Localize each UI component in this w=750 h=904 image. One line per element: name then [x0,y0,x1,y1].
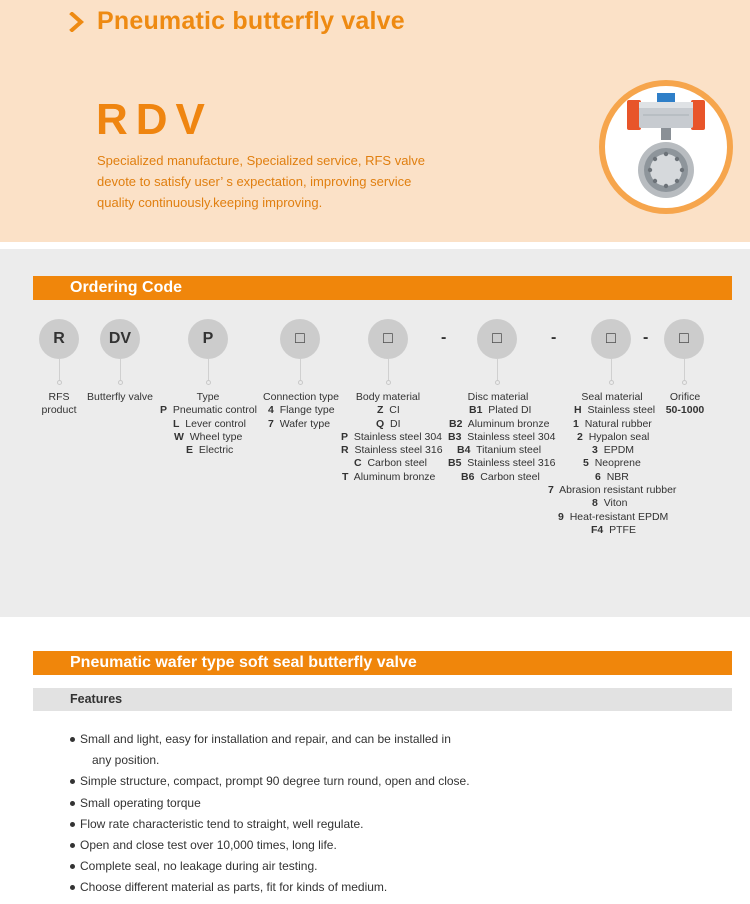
column-header: Seal material [581,391,643,403]
code-value: Stainless steel [587,404,656,417]
code-key: 7 [548,484,554,497]
orifice-range: 50-1000 [665,404,705,417]
code-value: Pneumatic control [172,404,257,417]
code-key: 5 [583,457,589,470]
valve-product-image [597,78,735,216]
feature-text: Simple structure, compact, prompt 90 degree turn round, open and close. [80,774,470,789]
code-value: Electric [198,444,234,457]
code-key: 4 [268,404,274,417]
code-circle-butterfly: DV [100,319,140,359]
section-divider [0,242,750,249]
connector-line [611,359,612,381]
code-circle-rfs: R [39,319,79,359]
column-rfs [34,391,84,418]
disc-row [445,471,551,484]
code-circle-seal: □ [591,319,631,359]
connection-row [258,404,344,417]
code-key: B3 [448,430,462,443]
seal-row [545,497,679,510]
section-divider [0,617,750,625]
column-header: Body material [355,391,421,403]
hero-description-line: Specialized manufacture, Specialized service, RFS valve [97,153,426,168]
list-item [70,835,710,856]
column-butterfly [85,391,155,404]
hero-description-line: quality continuously.keeping improving. [97,195,323,210]
code-value: Wheel type [189,430,243,443]
connector-line [59,359,60,381]
connector-line [388,359,389,381]
code-value: Stainless steel 304 [353,430,442,443]
column-orifice [659,391,711,418]
code-value: Carbon steel [480,470,540,483]
code-key: 3 [592,444,598,457]
connector-line [300,359,301,381]
hero-banner [0,0,750,242]
code-value: Titanium steel [476,444,542,457]
code-key: P [160,404,168,417]
feature-text: any position. [92,753,160,768]
code-value: Aluminum bronze [467,417,550,430]
column-header: Type [196,391,220,403]
type-row [158,431,258,444]
type-row [158,404,258,417]
body-row [338,418,438,431]
code-key: Z [377,404,384,417]
code-key: L [173,417,180,430]
list-item [70,877,710,898]
code-key: B1 [469,404,483,417]
code-key: C [354,457,362,470]
list-item [70,729,710,771]
code-value: Stainless steel 316 [354,444,443,457]
connector-line [684,359,685,381]
body-row [338,430,442,444]
ordering-code-section [0,249,750,617]
connector-line [497,359,498,381]
features-list [70,729,710,899]
seal-row [545,431,679,444]
feature-text: Open and close test over 10,000 times, long life. [80,838,337,853]
code-value: Neoprene [594,457,641,470]
code-value: Viton [603,497,628,510]
chevron-right-icon [68,12,86,32]
ordering-code-title: Ordering Code [33,276,732,300]
code-circle-body: □ [368,319,408,359]
seal-row [545,471,679,484]
code-key: B4 [457,444,471,457]
code-value: Heat-resistant EPDM [569,510,669,523]
disc-row [445,457,556,470]
code-separator: - [551,329,557,346]
code-key: T [342,470,349,483]
product-title: Pneumatic wafer type soft seal butterfly valve [33,651,732,675]
disc-row [445,430,556,444]
column-body [338,391,443,484]
code-key: B5 [448,457,462,470]
code-value: DI [390,417,401,430]
body-row [338,457,438,470]
code-circle-disc: □ [477,319,517,359]
code-key: B6 [461,470,475,483]
code-key: R [341,444,349,457]
feature-text: Flow rate characteristic tend to straight, well regulate. [80,816,364,831]
code-value: Stainless steel 316 [467,457,556,470]
code-value: Flange type [279,404,335,417]
seal-row [545,524,679,537]
column-header: Connection type [263,391,339,403]
code-value: Natural rubber [584,417,652,430]
list-item [70,771,710,792]
code-key: 7 [268,417,274,430]
code-separator: - [643,329,649,346]
code-value: Wafer type [279,417,331,430]
column-disc [445,391,556,484]
code-key: P [341,430,349,443]
body-row [338,471,438,484]
feature-text: Small operating torque [80,795,201,810]
type-row [158,418,258,431]
disc-row [445,404,551,417]
body-row [338,404,438,417]
code-value: Plated DI [488,404,532,417]
connector-line [208,359,209,381]
code-key: 2 [577,430,583,443]
seal-row [545,444,679,457]
column-header: Orifice [669,391,701,403]
hero-description [97,150,457,213]
code-value: CI [389,404,400,417]
column-header: product [41,404,77,417]
column-header: RFS [48,391,70,403]
seal-row [545,511,679,524]
code-value: Carbon steel [367,457,427,470]
code-key: 1 [573,417,579,430]
code-separator: - [441,329,447,346]
list-item [70,814,710,835]
code-value: Aluminum bronze [353,470,436,483]
body-row [338,444,443,457]
code-circle-orifice: □ [664,319,704,359]
product-section [0,625,750,904]
code-key: H [574,404,582,417]
code-value: Abrasion resistant rubber [559,484,677,497]
code-key: W [174,430,184,443]
feature-text: Small and light, easy for installation and repair, and can be installed in [80,732,451,746]
seal-row [545,484,679,497]
code-value: Stainless steel 304 [467,430,556,443]
code-key: B2 [449,417,463,430]
code-key: E [186,444,194,457]
column-header: Butterfly valve [87,391,153,403]
code-key: 6 [595,470,601,483]
brand-name: RDV [96,95,213,144]
code-value: Hypalon seal [588,430,650,443]
type-row [158,444,258,457]
feature-text: Complete seal, no leakage during air testing. [80,859,318,874]
feature-text: Choose different material as parts, fit for kinds of medium. [80,880,388,895]
column-type [158,391,258,457]
disc-row [445,418,551,431]
code-circle-connection: □ [280,319,320,359]
code-value: NBR [606,470,629,483]
code-key: 8 [592,497,598,510]
disc-row [445,444,551,457]
code-value: EPDM [603,444,635,457]
features-heading: Features [33,688,732,711]
seal-row [545,457,679,470]
connector-line [120,359,121,381]
list-item [70,856,710,877]
hero-description-line: devote to satisfy user’ s expectation, improving service [97,174,412,189]
code-key: F4 [591,523,604,536]
code-key: 9 [558,510,564,523]
code-value: Lever control [185,417,246,430]
column-header: Disc material [467,391,529,403]
code-key: Q [376,417,385,430]
code-circle-type: P [188,319,228,359]
connection-row [258,418,344,431]
column-connection [258,391,344,431]
list-item [70,793,710,814]
page-title: Pneumatic butterfly valve [97,7,405,35]
code-value: PTFE [609,523,636,536]
seal-row [545,418,679,431]
